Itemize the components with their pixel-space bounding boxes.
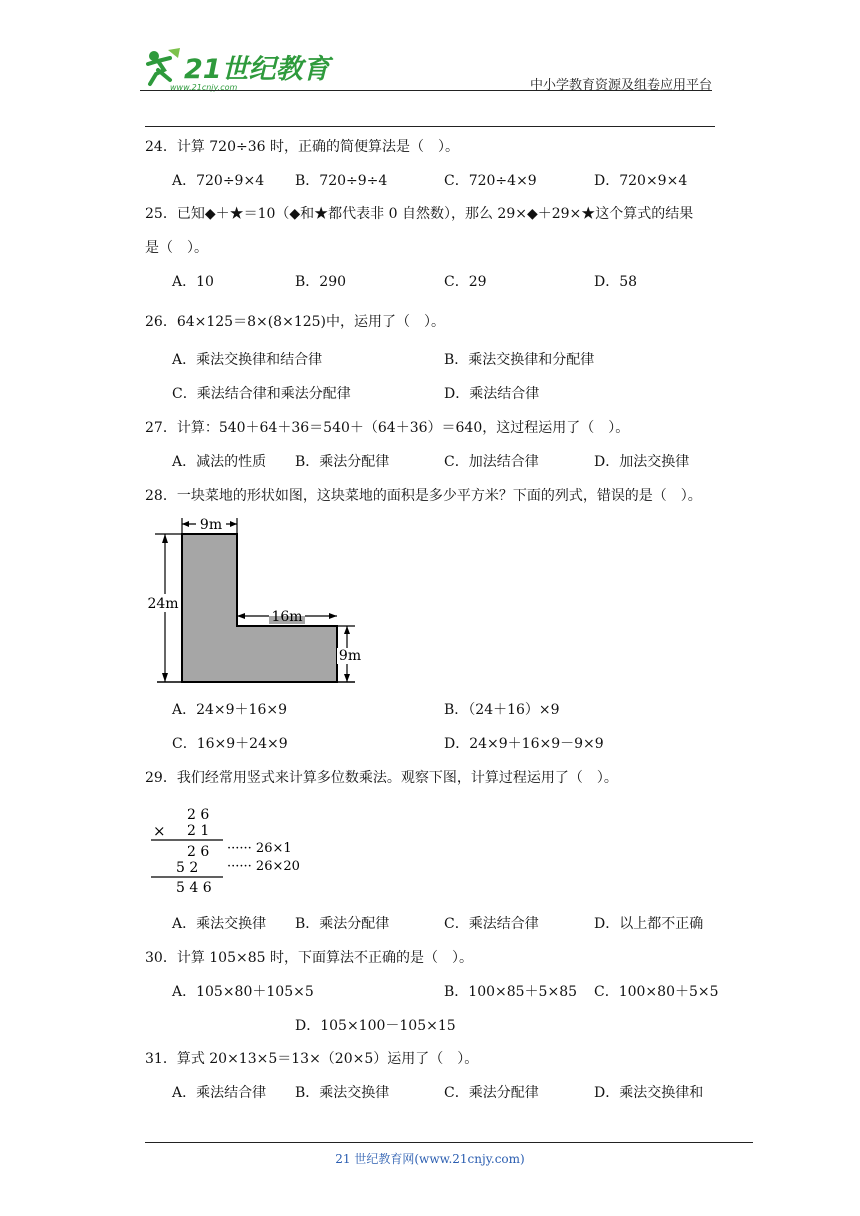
mult-top: 2 6 (187, 807, 210, 823)
header-divider (140, 90, 712, 91)
question-30: 30．计算 105×85 时，下面算法不正确的是（ ）。 (145, 950, 473, 966)
times-sign: × (153, 822, 166, 840)
option-27-a[interactable]: A．减法的性质 (172, 454, 267, 470)
footer-text[interactable]: 21 世纪教育网(www.21cnjy.com) (335, 1152, 525, 1166)
option-29-a[interactable]: A．乘法交换律 (172, 916, 267, 932)
option-29-c[interactable]: C．乘法结合律 (444, 916, 539, 932)
option-26-a[interactable]: A．乘法交换律和结合律 (172, 352, 323, 368)
option-24-d[interactable]: D．720×9×4 (594, 173, 688, 189)
question-25-line-1: 25．已知◆＋★＝10（◆和★都代表非 0 自然数），那么 29×◆＋29×★这个算式的结果 (145, 206, 694, 222)
logo-text: 21世纪教育 (184, 54, 330, 85)
option-28-d[interactable]: D．24×9＋16×9－9×9 (444, 736, 604, 752)
logo-url: www.21cnjy.com (170, 83, 238, 92)
label-right-9m: 9m (338, 648, 362, 664)
note-26x20: ······ 26×20 (227, 859, 300, 874)
option-31-c[interactable]: C．乘法分配律 (444, 1085, 539, 1101)
mult-multiplier: 2 1 (187, 823, 210, 839)
option-26-b[interactable]: B．乘法交换律和分配律 (444, 352, 595, 368)
option-28-c[interactable]: C．16×9＋24×9 (172, 736, 288, 752)
top-rule (145, 126, 715, 127)
question-31: 31．算式 20×13×5＝13×（20×5）运用了（ ）。 (145, 1051, 479, 1067)
label-top-9m: 9m (199, 517, 223, 533)
option-31-a[interactable]: A．乘法结合律 (172, 1085, 267, 1101)
l-shape-figure (145, 512, 360, 690)
question-25-line-2: 是（ ）。 (145, 240, 208, 256)
label-inner-16m: 16m (271, 609, 303, 625)
mult-result: 5 4 6 (176, 880, 212, 896)
option-26-d[interactable]: D．乘法结合律 (444, 386, 540, 402)
label-left-24m: 24m (147, 596, 179, 612)
site-logo (140, 44, 330, 92)
runner-icon (148, 48, 180, 84)
option-30-c[interactable]: C．100×80＋5×5 (594, 984, 719, 1000)
question-28: 28．一块菜地的形状如图，这块菜地的面积是多少平方米？下面的列式，错误的是（ ）。 (145, 488, 702, 504)
option-31-b[interactable]: B．乘法交换律 (295, 1085, 390, 1101)
option-30-b[interactable]: B．100×85＋5×85 (444, 984, 578, 1000)
question-24: 24．计算 720÷36 时，正确的简便算法是（ ）。 (145, 139, 459, 155)
option-24-c[interactable]: C．720÷4×9 (444, 173, 537, 189)
footer-divider (145, 1142, 753, 1143)
option-25-a[interactable]: A．10 (172, 274, 214, 290)
option-24-a[interactable]: A．720÷9×4 (172, 173, 265, 189)
option-26-c[interactable]: C．乘法结合律和乘法分配律 (172, 386, 351, 402)
partial-product-1: 2 6 (187, 844, 210, 860)
option-29-b[interactable]: B．乘法分配律 (295, 916, 390, 932)
partial-product-2: 5 2 (176, 860, 199, 876)
question-26: 26．64×125＝8×(8×125)中，运用了（ ）。 (145, 314, 446, 330)
question-27: 27．计算：540＋64＋36＝540＋（64＋36）＝640，这过程运用了（ ）。 (145, 420, 630, 436)
question-29: 29．我们经常用竖式来计算多位数乘法。观察下图，计算过程运用了（ ）。 (145, 770, 618, 786)
note-26x1: ······ 26×1 (227, 841, 292, 856)
option-28-a[interactable]: A．24×9＋16×9 (172, 702, 288, 718)
option-25-b[interactable]: B．290 (295, 274, 347, 290)
option-24-b[interactable]: B．720÷9÷4 (295, 173, 388, 189)
vertical-multiplication-figure (145, 802, 315, 894)
option-25-d[interactable]: D．58 (594, 274, 638, 290)
site-name: 中小学教育资源及组卷应用平台 (529, 78, 712, 93)
option-27-d[interactable]: D．加法交换律 (594, 454, 690, 470)
option-27-b[interactable]: B．乘法分配律 (295, 454, 390, 470)
option-27-c[interactable]: C．加法结合律 (444, 454, 539, 470)
option-30-d[interactable]: D．105×100－105×15 (295, 1018, 456, 1034)
option-28-b[interactable]: B．（24＋16）×9 (444, 702, 560, 718)
option-29-d[interactable]: D．以上都不正确 (594, 916, 704, 932)
option-25-c[interactable]: C．29 (444, 274, 487, 290)
option-31-d[interactable]: D．乘法交换律和 (594, 1085, 704, 1101)
option-30-a[interactable]: A．105×80＋105×5 (172, 984, 314, 1000)
